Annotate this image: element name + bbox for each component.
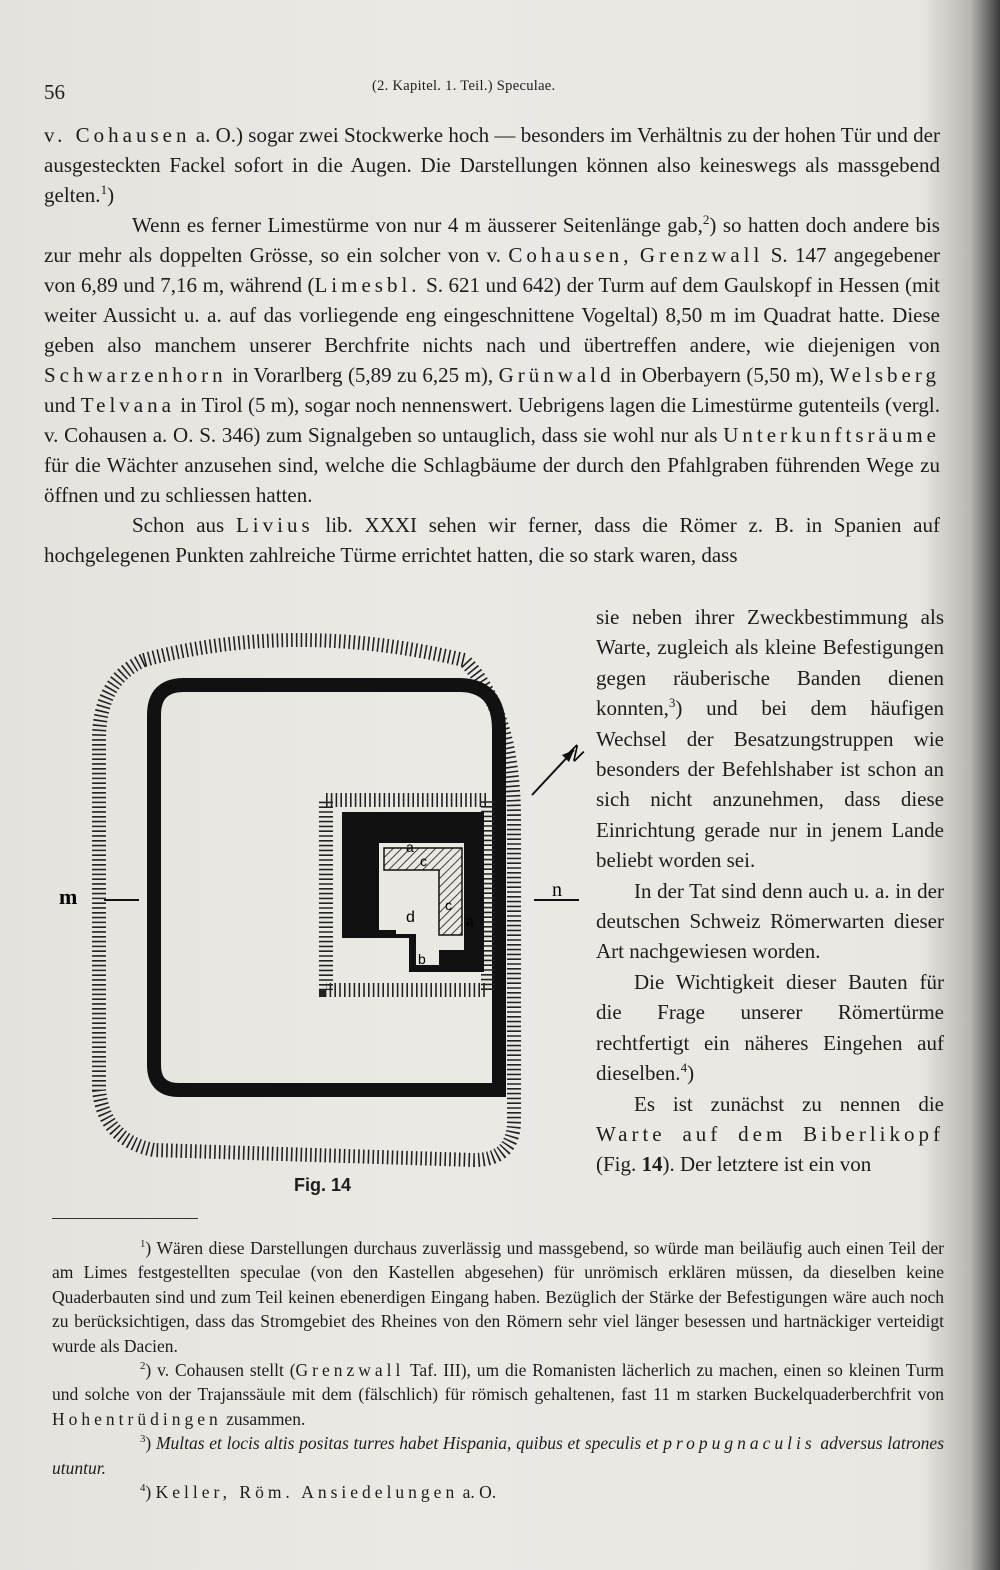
footnote-ref-4: 4 — [680, 1060, 688, 1076]
site-plan-drawing — [44, 620, 588, 1180]
label-c-top: c — [420, 853, 427, 869]
label-m: m — [59, 884, 78, 909]
label-north: N — [562, 740, 588, 767]
footnote-ref-2: 2 — [702, 212, 710, 227]
footnote-3: $^3$) Multas et locis altis positas turres habet Hispania, quibus et speculis et propugnaculis adversus latrones utuntur. — [52, 1433, 945, 1478]
side-paragraph-2: In der Tat sind denn auch u. a. in der deutschen Schweiz Römerwarten dieser Art nachgewiesen worden. — [596, 878, 944, 964]
author-name: v. Cohausen — [44, 123, 191, 147]
side-paragraph-4: Es ist zunächst zu nennen die Warte auf dem Biberlikopf (Fig. 14). Der letztere ist ein von — [596, 1091, 944, 1177]
paragraph-1: v. Cohausen a. O.) sogar zwei Stockwerke hoch — besonders im Verhältnis zu der hohen Tür und der ausgesteckten Fackel sofort in die Augen. Die Darstellungen können also keineswegs als massgebend gelten.$^1$) — [44, 123, 940, 207]
footnote-separator — [52, 1218, 198, 1219]
label-b: b — [418, 951, 426, 967]
side-paragraph-3: Die Wichtigkeit dieser Bauten für die Frage unserer Römertürme rechtfertigt ein näheres Eingehen auf dieselben.$^4$) — [596, 969, 944, 1086]
figure-14 — [44, 620, 588, 1210]
page-number: 56 — [44, 80, 65, 104]
footnote-ref-3: 3 — [668, 695, 676, 711]
side-column-text — [596, 602, 944, 1180]
tower-inner-room — [396, 872, 436, 934]
paragraph-3: Schon aus Livius lib. XXXI sehen wir ferner, dass die Römer z. B. in Spanien auf hochgelegenen Punkten zahlreiche Türme errichtet hatten, die so stark waren, dass — [44, 513, 941, 567]
figure-caption: Fig. 14 — [294, 1175, 352, 1195]
label-a-side: a — [466, 913, 474, 929]
footnote-ref-1: 1 — [100, 182, 108, 197]
footnote-4: $^4$) Keller, Röm. Ansiedelungen a. O. — [140, 1482, 497, 1503]
paragraph-2: Wenn es ferner Limestürme von nur 4 m äusserer Seitenlänge gab,$^2$) so hatten doch andere bis zur mehr als doppelten Grösse, so ein solcher von v. Cohausen, Grenzwall S. 147 angegebener von 6,89 und 7,16 m, während (Limesbl. S. 621 und 642) der Turm auf dem Gaulskopf in Hessen (mit weiter Aussicht u. a. auf das vorliegende eng eingeschnittene Vogeltal) 8,50 m im Quadrat hatte. Diese geben also manchem unserer Berchfrite nichts nach und übertreffen andere, wie diejenigen von Schwarzenhorn in Vorarlberg (5,89 zu 6,25 m), Grünwald in Oberbayern (5,50 m), Welsberg und Telvana in Tirol (5 m), sogar noch nennenswert. Uebrigens lagen die Limestürme gutenteils (vergl. v. Cohausen a. O. S. 346) zum Signalgeben so untauglich, dass sie wohl nur als Unterkunftsräume für die Wächter anzusehen sind, welche die Schlagbäume der durch den Pfahlgraben führenden Wege zu öffnen und zu schliessen hatten. — [44, 212, 941, 507]
footnote-1: $^1$) Wären diese Darstellungen durchaus zuverlässig und massgebend, so würde man beiläufig auch einen Teil der am Limes festgestellten speculae (von den Kastellen abgesehen) für unrömisch erklären müssen, da dieselben keine Quaderbauten sind und zum Teil keinen ebenerdigen Eingang haben. Bezüglich der Stärke der Befestigungen wäre auch noch zu berücksichtigen, dass das Stromgebiet des Rheines von den Römern sehr viel länger besessen und hartnäckiger verteidigt wurde als Dacien. — [52, 1238, 944, 1356]
page-header — [44, 72, 940, 102]
footnotes — [52, 1236, 944, 1504]
label-c-side: c — [445, 897, 452, 913]
running-head: (2. Kapitel. 1. Teil.) Speculae. — [372, 78, 556, 94]
main-text — [44, 120, 940, 570]
label-n: n — [552, 879, 562, 901]
footnote-2: $^2$) v. Cohausen stellt (Grenzwall Taf. III), um die Romanisten lächerlich zu machen, einen so kleinen Turm und solche von der Trajanssäule mit dem (fälschlich) für römisch gehaltenen, fast 11 m starken Buckelquaderberchfrit von Hohentrüdingen zusammen. — [52, 1360, 945, 1429]
side-paragraph-1: sie neben ihrer Zweckbestimmung als Warte, zugleich als kleine Befestigungen gegen räuberische Banden dienen konnten,$^3$) und bei dem häufigen Wechsel der Besatzungstruppen wie besonders der Befehlshaber ist schon an sich nicht anzunehmen, dass diese Einrichtung gerade nur in jenem Lande beliebt worden sei. — [596, 605, 944, 873]
label-d: d — [406, 909, 415, 926]
label-a-top: a — [406, 839, 414, 855]
